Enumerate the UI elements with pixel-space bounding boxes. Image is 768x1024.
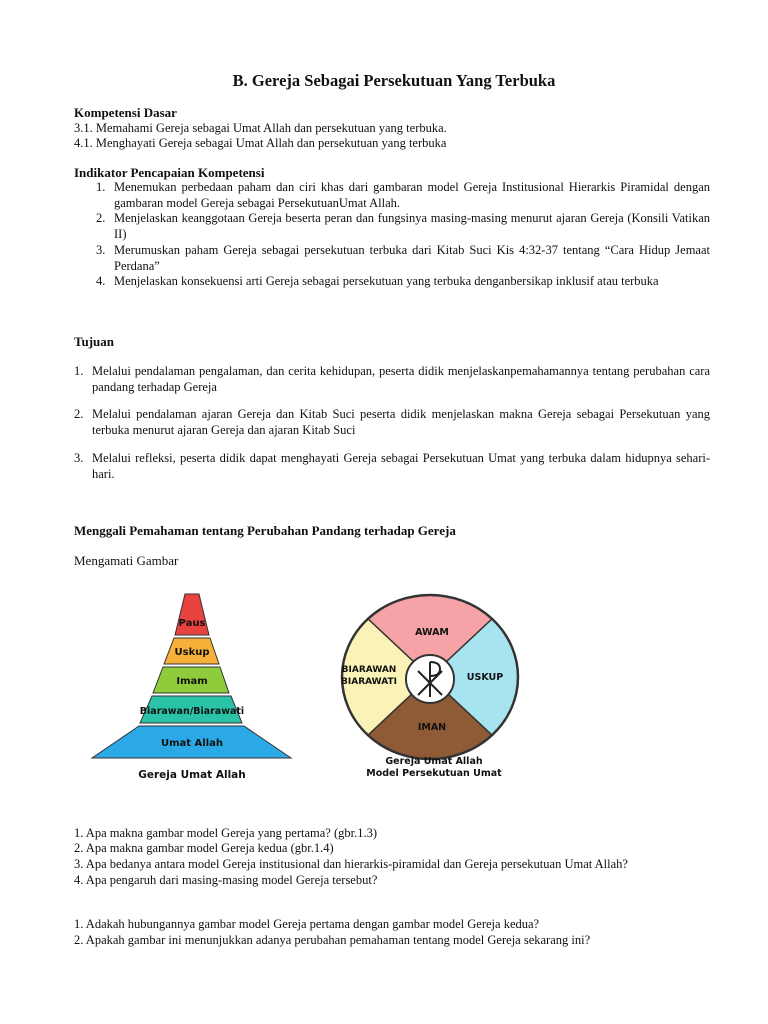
pyramid-caption: Gereja Umat Allah [138,769,246,781]
tujuan-item [74,364,710,395]
kompetensi-heading: Kompetensi Dasar [74,105,177,120]
circle-label-left: BIARAWAN [341,665,397,675]
circle-figure [338,592,528,787]
circle-label-left: BIARAWATI [341,677,397,687]
page-title: B. Gereja Sebagai Persekutuan Yang Terbuka [232,71,556,90]
kompetensi-item: 3.1. Memahami Gereja sebagai Umat Allah dan persekutuan yang terbuka. [74,121,447,135]
pyramid-label: Biarawan/Biarawati [139,706,245,717]
item-number: 4. [96,274,106,288]
question-item: 1. Adakah hubungannya gambar model Gereja pertama dengan gambar model Gereja kedua? [74,917,540,931]
pyramid-label: Uskup [174,647,210,658]
item-number: 3. [74,451,84,465]
indikator-item [96,180,710,211]
item-number: 1. [96,180,106,194]
indikator-item [96,274,710,290]
pyramid-label: Imam [176,676,208,687]
pyramid-label: Umat Allah [160,738,224,749]
item-number: 1. [74,364,84,378]
item-number: 2. [96,211,106,225]
kompetensi-item: 4.1. Menghayati Gereja sebagai Umat Allah dan persekutuan yang terbuka [74,136,447,150]
item-number: 2. [74,407,84,421]
item-number: 3. [96,243,106,257]
circle-caption: Gereja Umat Allah [385,756,483,767]
item-text: Merumuskan paham Gereja sebagai persekutuan terbuka dari Kitab Suci Kis 4:32-37 tentang “Cara Hidup Jemaat Perdana” [114,243,710,273]
question-item: 1. Apa makna gambar model Gereja yang pertama? (gbr.1.3) [74,826,378,840]
indikator-heading: Indikator Pencapaian Kompetensi [74,165,265,180]
question-item: 4. Apa pengaruh dari masing-masing model Gereja tersebut? [74,873,378,887]
tujuan-item [74,451,710,482]
circle-label-top: AWAM [415,627,449,638]
pyramid-label: Paus [178,618,206,629]
item-text: Menjelaskan keanggotaan Gereja beserta peran dan fungsinya masing-masing menurut ajaran Gereja (Konsili Vatikan II) [114,211,710,241]
circle-caption: Model Persekutuan Umat [366,768,502,779]
item-text: Menjelaskan konsekuensi arti Gereja sebagai persekutuan yang terbuka denganbersikap inklusif atau terbuka [114,274,659,288]
circle-label-right: USKUP [466,672,504,683]
menggali-heading: Menggali Pemahaman tentang Perubahan Pandang terhadap Gereja [74,523,456,538]
item-text: Melalui refleksi, peserta didik dapat menghayati Gereja sebagai Persekutuan Umat yang terbuka dalam hidupnya sehari-hari. [92,451,710,481]
circle-label-bottom: IMAN [417,722,447,733]
mengamati-subheading: Mengamati Gambar [74,553,179,568]
item-text: Melalui pendalaman pengalaman, dan cerita kehidupan, peserta didik menjelaskanpemahamannya tentang perubahan cara pandang terhadap Gereja [92,364,710,394]
pyramid-figure [82,588,302,788]
tujuan-heading: Tujuan [74,334,114,349]
question-item: 3. Apa bedanya antara model Gereja institusional dan hierarkis-piramidal dan Gereja persekutuan Umat Allah? [74,857,628,871]
tujuan-item [74,407,710,438]
question-item: 2. Apa makna gambar model Gereja kedua (gbr.1.4) [74,841,334,855]
item-text: Melalui pendalaman ajaran Gereja dan Kitab Suci peserta didik menjelaskan makna Gereja sebagai Persekutuan yang terbuka menurut ajaran Gereja dan ajaran Kitab Suci [92,407,710,437]
item-text: Menemukan perbedaan paham dan ciri khas dari gambaran model Gereja Institusional Hierarkis Piramidal dengan gambaran model Gereja sebagai PersekutuanUmat Allah. [114,180,710,210]
indikator-item [96,211,710,242]
question-item: 2. Apakah gambar ini menunjukkan adanya perubahan pemahaman tentang model Gereja sekarang ini? [74,933,591,947]
indikator-item [96,243,710,274]
